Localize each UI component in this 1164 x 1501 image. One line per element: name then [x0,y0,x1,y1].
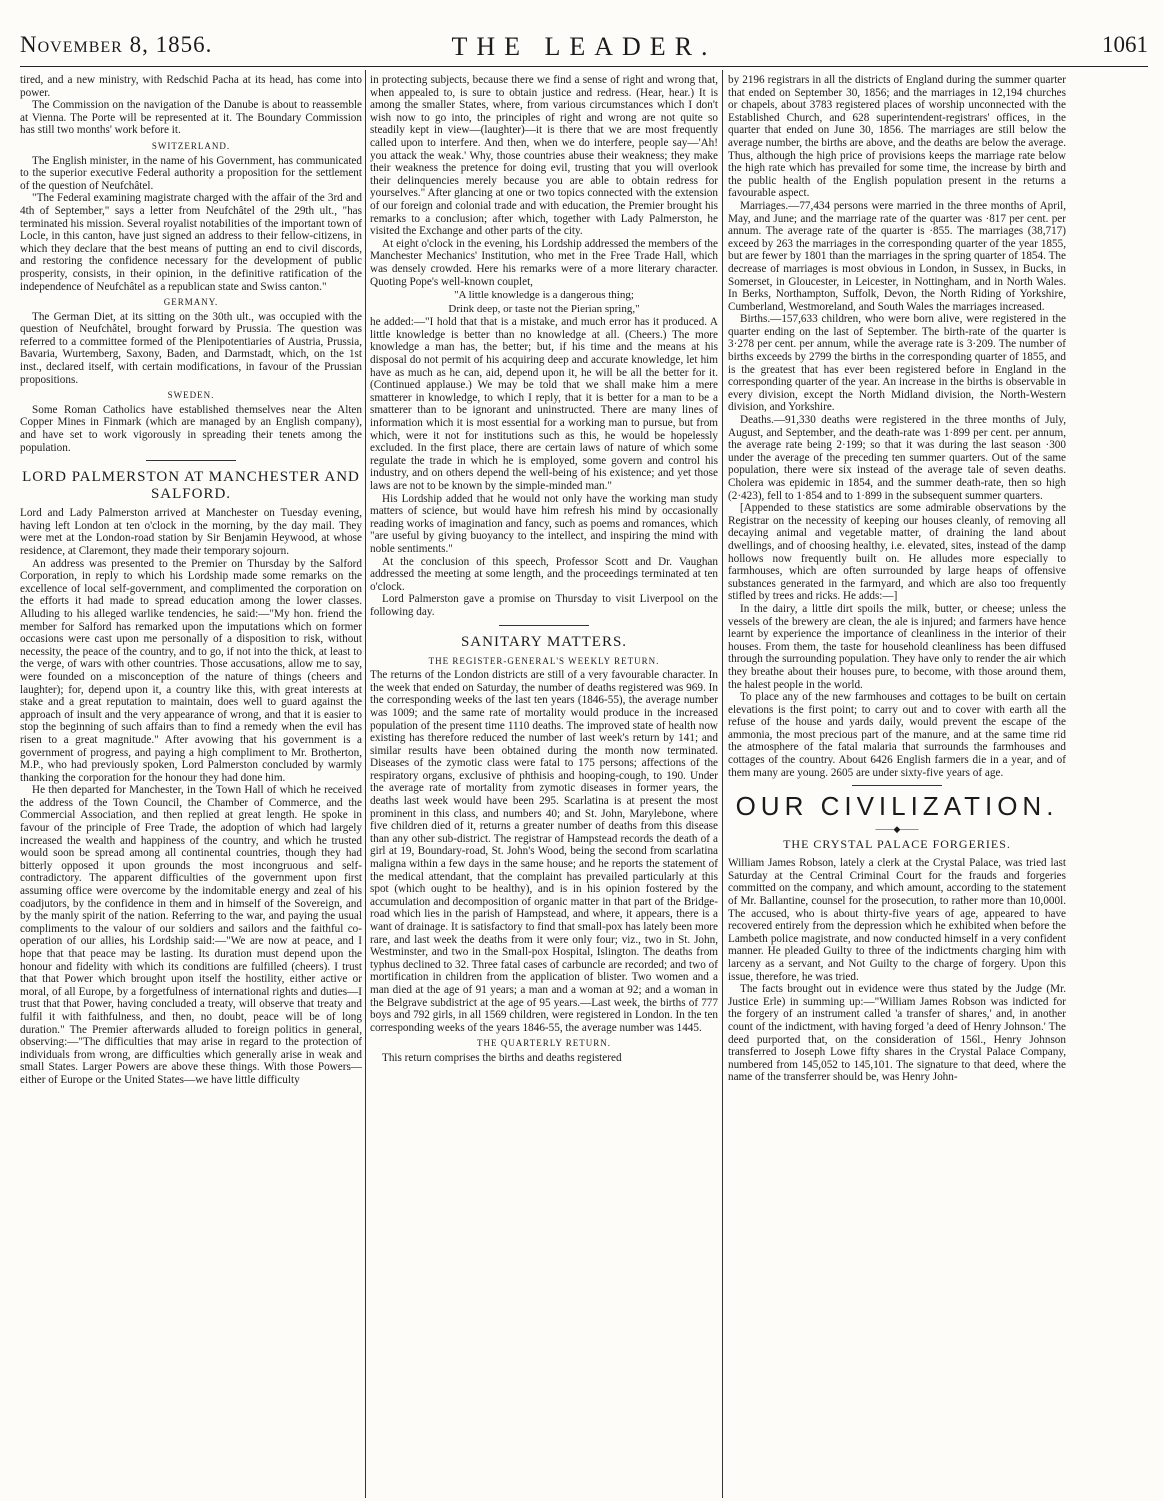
section-headline-civilization: OUR CIVILIZATION. [735,791,1059,822]
paragraph: At the conclusion of this speech, Professor Scott and Dr. Vaughan addressed the meeting at some length, and the proceedings terminated at ten o'clock. [370,555,718,593]
section-rule [852,785,942,786]
page-number: 1061 [1102,32,1148,57]
paragraph: The German Diet, at its sitting on the 30th ult., was occupied with the question of Neufchâtel, brought forward by Prussia. The question was referred to a committee formed of the Plenipotentiaries of Austria, Prussia, Bavaria, Wurtemberg, Saxony, Baden, and Darmstadt, which, on the 1st inst., declared itself, with certain modifications, in favour of the Prussian propositions. [20,310,362,386]
article-headline-palmerston: LORD PALMERSTON AT MANCHESTER AND SALFORD. [22,469,360,503]
article-headline-crystal-palace: THE CRYSTAL PALACE FORGERIES. [783,837,1011,852]
paragraph: The Commission on the navigation of the Danube is about to reassemble at Vienna. The Porte will be represented at it. The Boundary Commission has still two months' work before it. [20,99,362,137]
paragraph: Births.—157,633 children, who were born alive, were registered in the quarter ending on the last of September. The birth-rate of the quarter is 3·278 per cent. per annum, while the average rate is 3·209. The number of births exceeds by 2799 the births in the corresponding quarter of 1855, and is the greatest that has ever been registered before in England in the corresponding quarter of the year. An increase in the births is observable in every division, except the North Midland division, the North-Western division, and Yorkshire. [728,313,1066,414]
paragraph: His Lordship added that he would not only have the working man study matters of science, but would have him refresh his mind by occasionally reading works of imagination and fancy, such as poems and romances, which "are useful by giving buoyancy to the intellect, and inspiring the mind with noble sentiments." [370,492,718,555]
paragraph: Deaths.—91,330 deaths were registered in the three months of July, August, and September, and the death-rate was 1·899 per cent. per annum, the average rate being 2·199; so that it was during the last season ·300 under the average of the preceding ten summer quarters. Out of the same population, there were six instead of the average tale of seven deaths. Cholera was epidemic in 1854, and the summer death-rate, then so high (2·423), fell to 1·854 and to 1·899 in the subsequent summer quarters. [728,414,1066,502]
paragraph: The returns of the London districts are still of a very favourable character. In the week that ended on Saturday, the number of deaths registered was 969. In the corresponding weeks of the last ten years (1846-55), the average number was 1009; and the same rate of mortality would produce in the increased population of the present time 1110 deaths. The improved state of health now existing has therefore reduced the number of last week's return by 141; and similar results have been obtained during the month now terminated. Diseases of the zymotic class were fatal to 175 persons; affections of the respiratory organs, exclusive of phthisis and hooping-cough, to 190. Under the average rate of mortality from zymotic diseases in former years, the deaths last week would have been 295. Scarlatina is at present the most prominent in this class, and numbers 40; and St. John, Marylebone, where five children died of it, returns a greater number of deaths from this disease than any other sub-district. The registrar of Hampstead records the death of a girl at 19, Boundary-road, St. John's Wood, being the second from scarlatina maligna within a few days in the same house; and he reports the statement of the medical attendant, that the complaint has prevailed particularly at this spot (which ought to be healthy), and is in his opinion fostered by the accumulation and decomposition of organic matter in that part of the Bridge-road which lies in the parish of Hampstead, and where, it appears, there is a want of drainage. It is satisfactory to find that small-pox has lately been more rare, and last week the deaths from it were only four; viz., two in St. John, Westminster, and two in the Small-pox Hospital, Islington. The deaths from typhus declined to 32. Three fatal cases of carbuncle are recorded; and two of mortification in children from the application of blister. Two women and a man died at the age of 91 years; a man and a woman at 92; and a woman in the Belgrave subdistrict at the age of 95 years.—Last week, the births of 777 boys and 792 girls, in all 1569 children, were registered in London. In the ten corresponding weeks of the years 1846-55, the average number was 1445. [370,669,718,1034]
paragraph: "The Federal examining magistrate charged with the affair of the 3rd and 4th of September," says a letter from Neufchâtel of the 29th ult., "has terminated his mission. Several royalist notabilities of the important town of Locle, in this canton, have just signed an address to their fellow-citizens, in which they declare that the best means of putting an end to civil discords, and restoring the confidence necessary for the development of public prosperity, consists, in their opinion, in the definitive ratification of the independence of Neufchâtel as a republican state and Swiss canton." [20,192,362,293]
paragraph: In the dairy, a little dirt spoils the milk, butter, or cheese; unless the vessels of the brewery are clean, the ale is injured; and farmers have hence learnt by experience the importance of cleanliness in the interior of their houses. From them, the taste for household cleanliness has been diffused through the surrounding population. They have only to render the air which they breathe about their houses pure, to become, with those around them, the halest people in the world. [728,602,1066,691]
paragraph: To place any of the new farmhouses and cottages to be built on certain elevations is the first point; to carry out and to cover with earth all the refuse of the house and yards daily, would prevent the escape of the ammonia, the most precious part of the manure, and at the same time rid the atmosphere of the fatal malaria that surrounds the farmhouses and cottages of the country. About 6426 English farmers die in a year, and of them many are young. 2605 are under sixty-five years of age. [728,691,1066,779]
verse-quote: Drink deep, or taste not the Pierian spring," [448,302,640,315]
paragraph: [Appended to these statistics are some admirable observations by the Registrar on the necessity of keeping our houses cleanly, of removing all decaying animal and vegetable matter, of draining the land about dwellings, and of choosing healthy, i.e. elevated, sites, instead of the damp hollows now frequently built on. He alludes more especially to farmhouses, which are often surrounded by large heaps of offensive substances generated in the farmyard, and which are also too frequently stifled by trees and ricks. He adds:—] [728,502,1066,603]
column-1 [20,74,362,1494]
section-subhead-germany: GERMANY. [163,297,219,308]
verse-quote: "A little knowledge is a dangerous thing; [454,289,634,302]
paragraph: This return comprises the births and deaths registered [382,1051,622,1064]
section-rule [499,625,589,626]
ornament-icon: ——◆—— [875,824,919,835]
column-3 [728,74,1066,1494]
paragraph: by 2196 registrars in all the districts of England during the summer quarter that ended on September 30, 1856; and the marriages in 12,194 churches or chapels, about 3783 registered places of worship unconnected with the Established Church, and 628 superintendent-registrars' offices, in the quarter that ended on June 30, 1856. The marriages are still below the average number, the births are above, and the deaths are below the average. Thus, although the high price of provisions keeps the marriage rate below the high rate which has prevailed for some time, the increase by birth and the public health of the English population present in the returns a favourable aspect. [728,74,1066,200]
column-divider [722,70,723,1498]
paragraph: in protecting subjects, because there we find a sense of right and wrong that, when appealed to, is sure to obtain justice and redress. (Hear, hear.) It is among the smaller States, where, from various circumstances which I don't wish now to go into, the principles of right and wrong are not quite so steadily kept in view—(laughter)—it is there that we are most frequently called upon to interfere. And then, when we do interfere, people say—'Ah! you attack the weak.' Why, those countries abuse their weakness; they make their weakness the pretence for doing evil, trusting that you will overlook their delinquencies merely because you are able to obtain redress for yourselves." After glancing at one or two topics connected with the extension of our foreign and colonial trade and with education, the Premier brought his remarks to a conclusion; after which, together with Lady Palmerston, he visited the Exchange and other parts of the city. [370,74,718,238]
paragraph: Lord and Lady Palmerston arrived at Manchester on Tuesday evening, having left London at ten o'clock in the morning, by the day mail. They were met at the London-road station by Sir Benjamin Heywood, at whose residence, at Claremont, they made their temporary sojourn. [20,507,362,557]
issue-date: November 8, 1856. [20,32,213,57]
header-rule [20,66,1148,67]
article-headline-sanitary: SANITARY MATTERS. [460,633,628,650]
paragraph: The English minister, in the name of his Government, has communicated to the superior executive Federal authority a proposition for the settlement of the question of Neufchâtel. [20,154,362,192]
article-subhead: THE REGISTER-GENERAL'S WEEKLY RETURN. [428,655,660,666]
section-subhead-sweden: SWEDEN. [167,390,215,401]
paragraph: Lord Palmerston gave a promise on Thursday to visit Liverpool on the following day. [370,593,718,618]
paragraph: he added:—"I hold that that is a mistake, and much error has it produced. A little knowledge is better than no knowledge at all. (Cheers.) The more knowledge a man has, the better; but, if his time and the means at his disposal do not permit of his acquiring deep and accurate knowledge, let him have as much as he can, aid, depend upon it, he will be all the better for it. (Continued applause.) We may be told that we shall make him a mere smatterer in knowledge, to which I reply, that it is better for a man to be a smatterer than to be ignorant and uninstructed. There are many lines of information which it is most essential for a working man to pursue, but from which, were it not for institutions such as this, he would be hopelessly excluded. In the first place, there are certain laws of nature of which some regulate the trade in which he is employed, some govern and control his industry, and on others depend the well-being of his existence; and yet those laws are not to be known by the simple-minded man." [370,316,718,492]
newspaper-title: THE LEADER. [451,32,717,61]
column-2 [370,74,718,1494]
section-subhead-switzerland: SWITZERLAND. [151,140,231,151]
column-divider [365,70,366,1498]
paragraph: He then departed for Manchester, in the Town Hall of which he received the address of the Town Council, the Chamber of Commerce, and the Commercial Association, and then replied at great length. He spoke in favour of the principle of Free Trade, the adoption of which had largely increased the wealth and happiness of the country, and which he trusted would soon be spread among all continental countries, though they had bitterly opposed it upon grounds the most incongruous and self-contradictory. The apparent difficulties of the government upon first assuming office were overcome by the indomitable energy and zeal of his coadjutors, by the confidence in them and in himself of the Sovereign, and by the manly spirit of the nation. Referring to the war, and paying the usual compliments to the valour of our soldiers and sailors and the faithful co-operation of our allies, his Lordship said:—"We are now at peace, and I hope that that peace may be lasting. Its duration must depend upon the honour and fidelity with which its conditions are fulfilled (cheers). I trust that that Power which brought upon itself the hostility, either active or moral, of all Europe, by a forgetfulness of international rights and duties—I trust that that Power, having concluded a treaty, will observe that treaty and fulfil it with faithfulness, and then, no doubt, peace will be of long duration." The Premier afterwards alluded to foreign politics in general, observing:—"The difficulties that may arise in regard to the protection of individuals from wrong, are difficulties which generally arise in weak and small States. Larger Powers are above these things. With those Powers—either of Europe or the United States—we have little difficulty [20,784,362,1086]
article-subhead: THE QUARTERLY RETURN. [477,1038,611,1049]
paragraph: An address was presented to the Premier on Thursday by the Salford Corporation, in reply to which his Lordship made some remarks on the excellence of local self-government, and complimented the corporation on the efforts it had made to spread education among the lower classes. Alluding to his alleged warlike tendencies, he said:—"My hon. friend the member for Salford has remarked upon the imputations which on former occasions were cast upon me personally of a disposition to risk, without necessity, the peace of the country, and to go, if not into the thick, at least to the verge, of wars with other countries. Those accusations, allow me to say, were founded on a misconception of the nature of things (cheers and laughter); for, depend upon it, a country like this, with great interests at stake and a great reputation to maintain, does well to guard against the approach of insult and the very appearance of wrong, and that it is easier to stop the beginning of such affairs than to find a remedy when the evil has risen to a great magnitude." After avowing that his government is a government of progress, and paying a high compliment to Mr. Brotherton, M.P., who had previously spoken, Lord Palmerston concluded by warmly thanking the corporation for the honour they had done him. [20,557,362,784]
paragraph: At eight o'clock in the evening, his Lordship addressed the members of the Manchester Mechanics' Institution, who met in the Free Trade Hall, which was densely crowded. Here his remarks were of a more literary character. Quoting Pope's well-known couplet, [370,237,718,288]
paragraph: Some Roman Catholics have established themselves near the Alten Copper Mines in Finmark (which are managed by an English company), and have set to work vigorously in spreading their tenets among the population. [20,403,362,454]
paragraph: tired, and a new ministry, with Redschid Pacha at its head, has come into power. [20,74,362,99]
paragraph: Marriages.—77,434 persons were married in the three months of April, May, and June; and the marriage rate of the quarter was ·817 per cent. per annum. The average rate of the quarter is ·855. The marriages (38,717) exceed by 263 the marriages in the corresponding quarter of the year 1855, but are fewer by 1801 than the marriages in the spring quarter of 1854. The decrease of marriages is most obvious in London, in Sussex, in Bucks, in Somerset, in Gloucester, in Leicester, in Nottingham, and in North Wales. In Berks, Northampton, Suffolk, Devon, the North Riding of Yorkshire, Cumberland, Westmoreland, and South Wales the marriages increased. [728,199,1066,313]
section-rule [146,460,236,461]
paragraph: William James Robson, lately a clerk at the Crystal Palace, was tried last Saturday at the Central Criminal Court for the frauds and forgeries committed on the company, and which amount, according to the statement of Mr. Ballantine, counsel for the prosecution, to rather more than 10,000l. The accused, who is about thirty-five years of age, appeared to have recovered entirely from the depression which he exhibited when before the Lambeth police magistrate, and now conducted himself in a very confident manner. He pleaded Guilty to three of the indictments charging him with larceny as a servant, and Not Guilty to the charge of forgery. Upon this issue, therefore, he was tried. [728,857,1066,983]
masthead [20,32,1148,66]
paragraph: The facts brought out in evidence were thus stated by the Judge (Mr. Justice Erle) in summing up:—"William James Robson was indicted for the forgery of an instrument called 'a transfer of shares,' and, in another count of the indictment, with having forged 'a deed of Henry Johnson.' The deed purported that, on the consideration of 156l., Henry Johnson transferred to Joseph Lowe fifty shares in the Crystal Palace Company, numbered from 145,052 to 145,101. The signature to that deed, where the name of the transferrer should be, was Henry John- [728,983,1066,1084]
